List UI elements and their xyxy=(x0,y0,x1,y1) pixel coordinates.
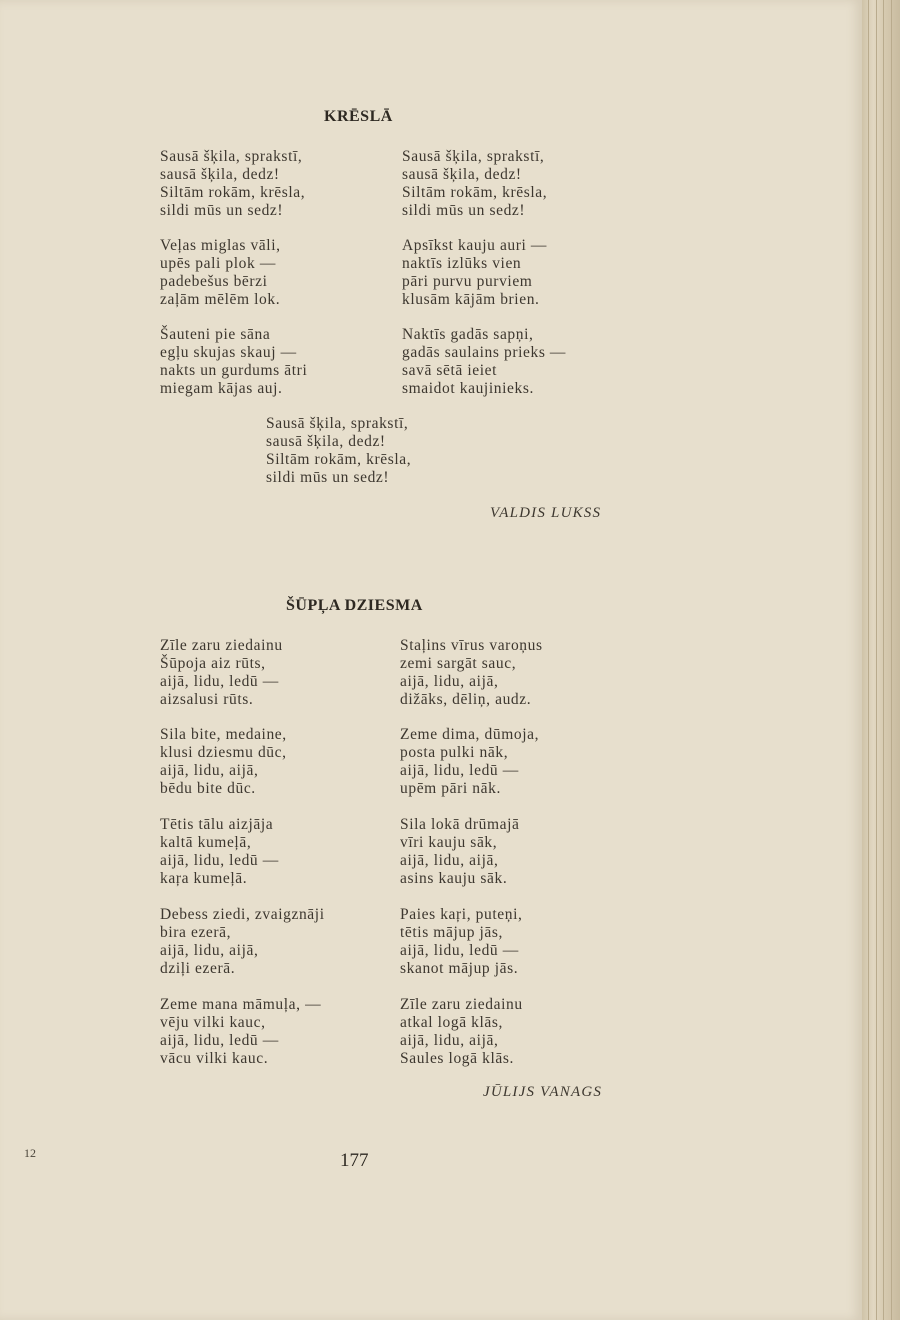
poem2-stanza-3: Sila bite, medaine, klusi dziesmu dūc, aijā, lidu, aijā, bēdu bite dūc. xyxy=(160,726,287,797)
poem1-author: VALDIS LUKSS xyxy=(490,505,602,521)
poem2-stanza-4: Zeme dima, dūmoja, posta pulki nāk, aijā, lidu, ledū — upēm pāri nāk. xyxy=(400,726,540,797)
poem2-title: ŠŪPĻA DZIESMA xyxy=(286,597,423,614)
signature-mark: 12 xyxy=(24,1146,36,1160)
poem1-stanza-6: Naktīs gadās sapņi, gadās saulains prieks — savā sētā ieiet smaidot kaujinieks. xyxy=(402,326,567,397)
poem2-author: JŪLIJS VANAGS xyxy=(483,1084,603,1100)
poem1-refrain: Sausā šķila, sprakstī, sausā šķila, dedz! Siltām rokām, krēsla, sildi mūs un sedz! xyxy=(266,415,412,486)
poem2-stanza-8: Paies kaŗi, puteņi, tētis mājup jās, aijā, lidu, ledū — skanot mājup jās. xyxy=(400,906,523,977)
poem2-stanza-2: Staļins vīrus varoņus zemi sargāt sauc, aijā, lidu, aijā, dižāks, dēliņ, audz. xyxy=(400,637,543,708)
poem1-stanza-1: Sausā šķila, sprakstī, sausā šķila, dedz! Siltām rokām, krēsla, sildi mūs un sedz! xyxy=(160,148,306,219)
poem2-stanza-5: Tētis tālu aizjāja kaltā kumeļā, aijā, lidu, ledū — kaŗa kumeļā. xyxy=(160,816,279,887)
poem1-stanza-3: Veļas miglas vāli, upēs pali plok — padebešus bērzi zaļām mēlēm lok. xyxy=(160,237,281,308)
poem2-stanza-1: Zīle zaru ziedainu Šūpoja aiz rūts, aijā, lidu, ledū — aizsalusi rūts. xyxy=(160,637,283,708)
poem2-stanza-9: Zeme mana māmuļa, — vēju vilki kauc, aijā, lidu, ledū — vācu vilki kauc. xyxy=(160,996,322,1067)
page-edge xyxy=(862,0,900,1320)
poem2-stanza-6: Sila lokā drūmajā vīri kauju sāk, aijā, lidu, aijā, asins kauju sāk. xyxy=(400,816,520,887)
page-number: 177 xyxy=(340,1150,369,1171)
poem1-title: KRĒSLĀ xyxy=(324,108,393,125)
poem1-stanza-4: Apsīkst kauju auri — naktīs izlūks vien pāri purvu purviem klusām kājām brien. xyxy=(402,237,548,308)
poem2-stanza-7: Debess ziedi, zvaigznāji bira ezerā, aijā, lidu, aijā, dziļi ezerā. xyxy=(160,906,325,977)
poem1-stanza-2: Sausā šķila, sprakstī, sausā šķila, dedz! Siltām rokām, krēsla, sildi mūs un sedz! xyxy=(402,148,548,219)
poem2-stanza-10: Zīle zaru ziedainu atkal logā klās, aijā, lidu, aijā, Saules logā klās. xyxy=(400,996,523,1067)
poem1-stanza-5: Šauteni pie sāna egļu skujas skauj — nakts un gurdums ātri miegam kājas auj. xyxy=(160,326,308,397)
